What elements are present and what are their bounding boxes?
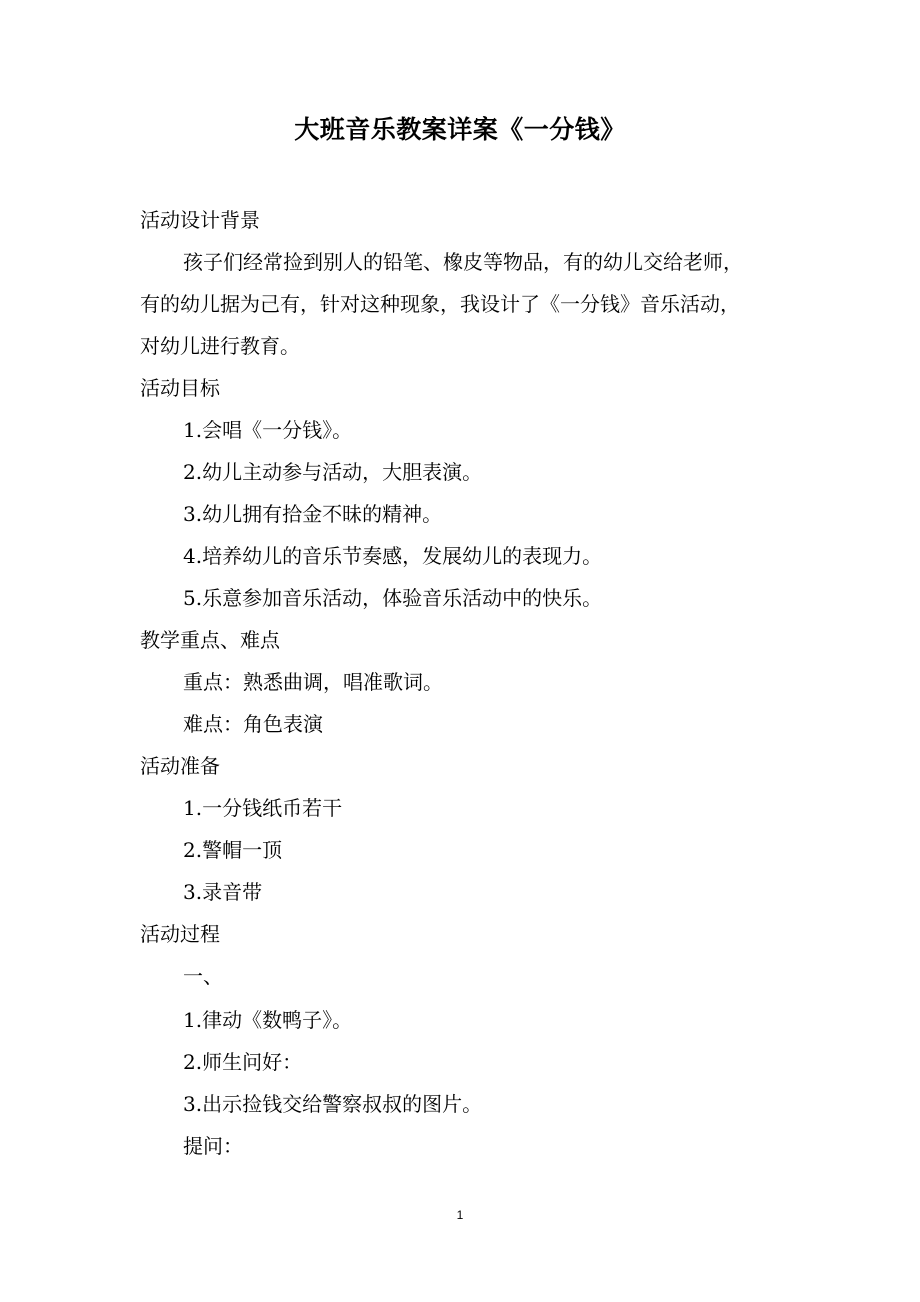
section-heading-goals: 活动目标 [140, 376, 220, 400]
paragraph-line: 有的幼儿据为己有，针对这种现象，我设计了《一分钱》音乐活动， [140, 292, 740, 316]
process-item: 一、 [183, 964, 223, 988]
process-item: 提问： [183, 1134, 243, 1158]
goal-item: 3.幼儿拥有拾金不昧的精神。 [183, 502, 443, 526]
paragraph-line: 对幼儿进行教育。 [140, 334, 300, 358]
background-paragraph [140, 241, 800, 367]
preparation-item: 1.一分钱纸币若干 [183, 796, 343, 820]
goal-item: 1.会唱《一分钱》。 [183, 418, 353, 442]
goal-item: 5.乐意参加音乐活动，体验音乐活动中的快乐。 [183, 586, 603, 610]
section-heading-key-points: 教学重点、难点 [140, 628, 280, 652]
process-item: 1.律动《数鸭子》。 [183, 1008, 353, 1032]
paragraph-line: 孩子们经常捡到别人的铅笔、橡皮等物品，有的幼儿交给老师， [183, 250, 743, 274]
page-number: 1 [456, 1208, 464, 1222]
section-heading-process: 活动过程 [140, 922, 220, 946]
process-item: 2.师生问好： [183, 1050, 303, 1074]
goal-item: 4.培养幼儿的音乐节奏感，发展幼儿的表现力。 [183, 544, 603, 568]
key-point-item: 难点：角色表演 [183, 712, 323, 736]
preparation-item: 2.警帽一顶 [183, 838, 283, 862]
goal-item: 2.幼儿主动参与活动，大胆表演。 [183, 460, 483, 484]
document-title: 大班音乐教案详案《一分钱》 [294, 115, 626, 144]
section-heading-background: 活动设计背景 [140, 208, 260, 232]
process-item: 3.出示捡钱交给警察叔叔的图片。 [183, 1092, 483, 1116]
key-point-item: 重点：熟悉曲调，唱准歌词。 [183, 670, 443, 694]
section-heading-preparation: 活动准备 [140, 754, 220, 778]
preparation-item: 3.录音带 [183, 880, 263, 904]
